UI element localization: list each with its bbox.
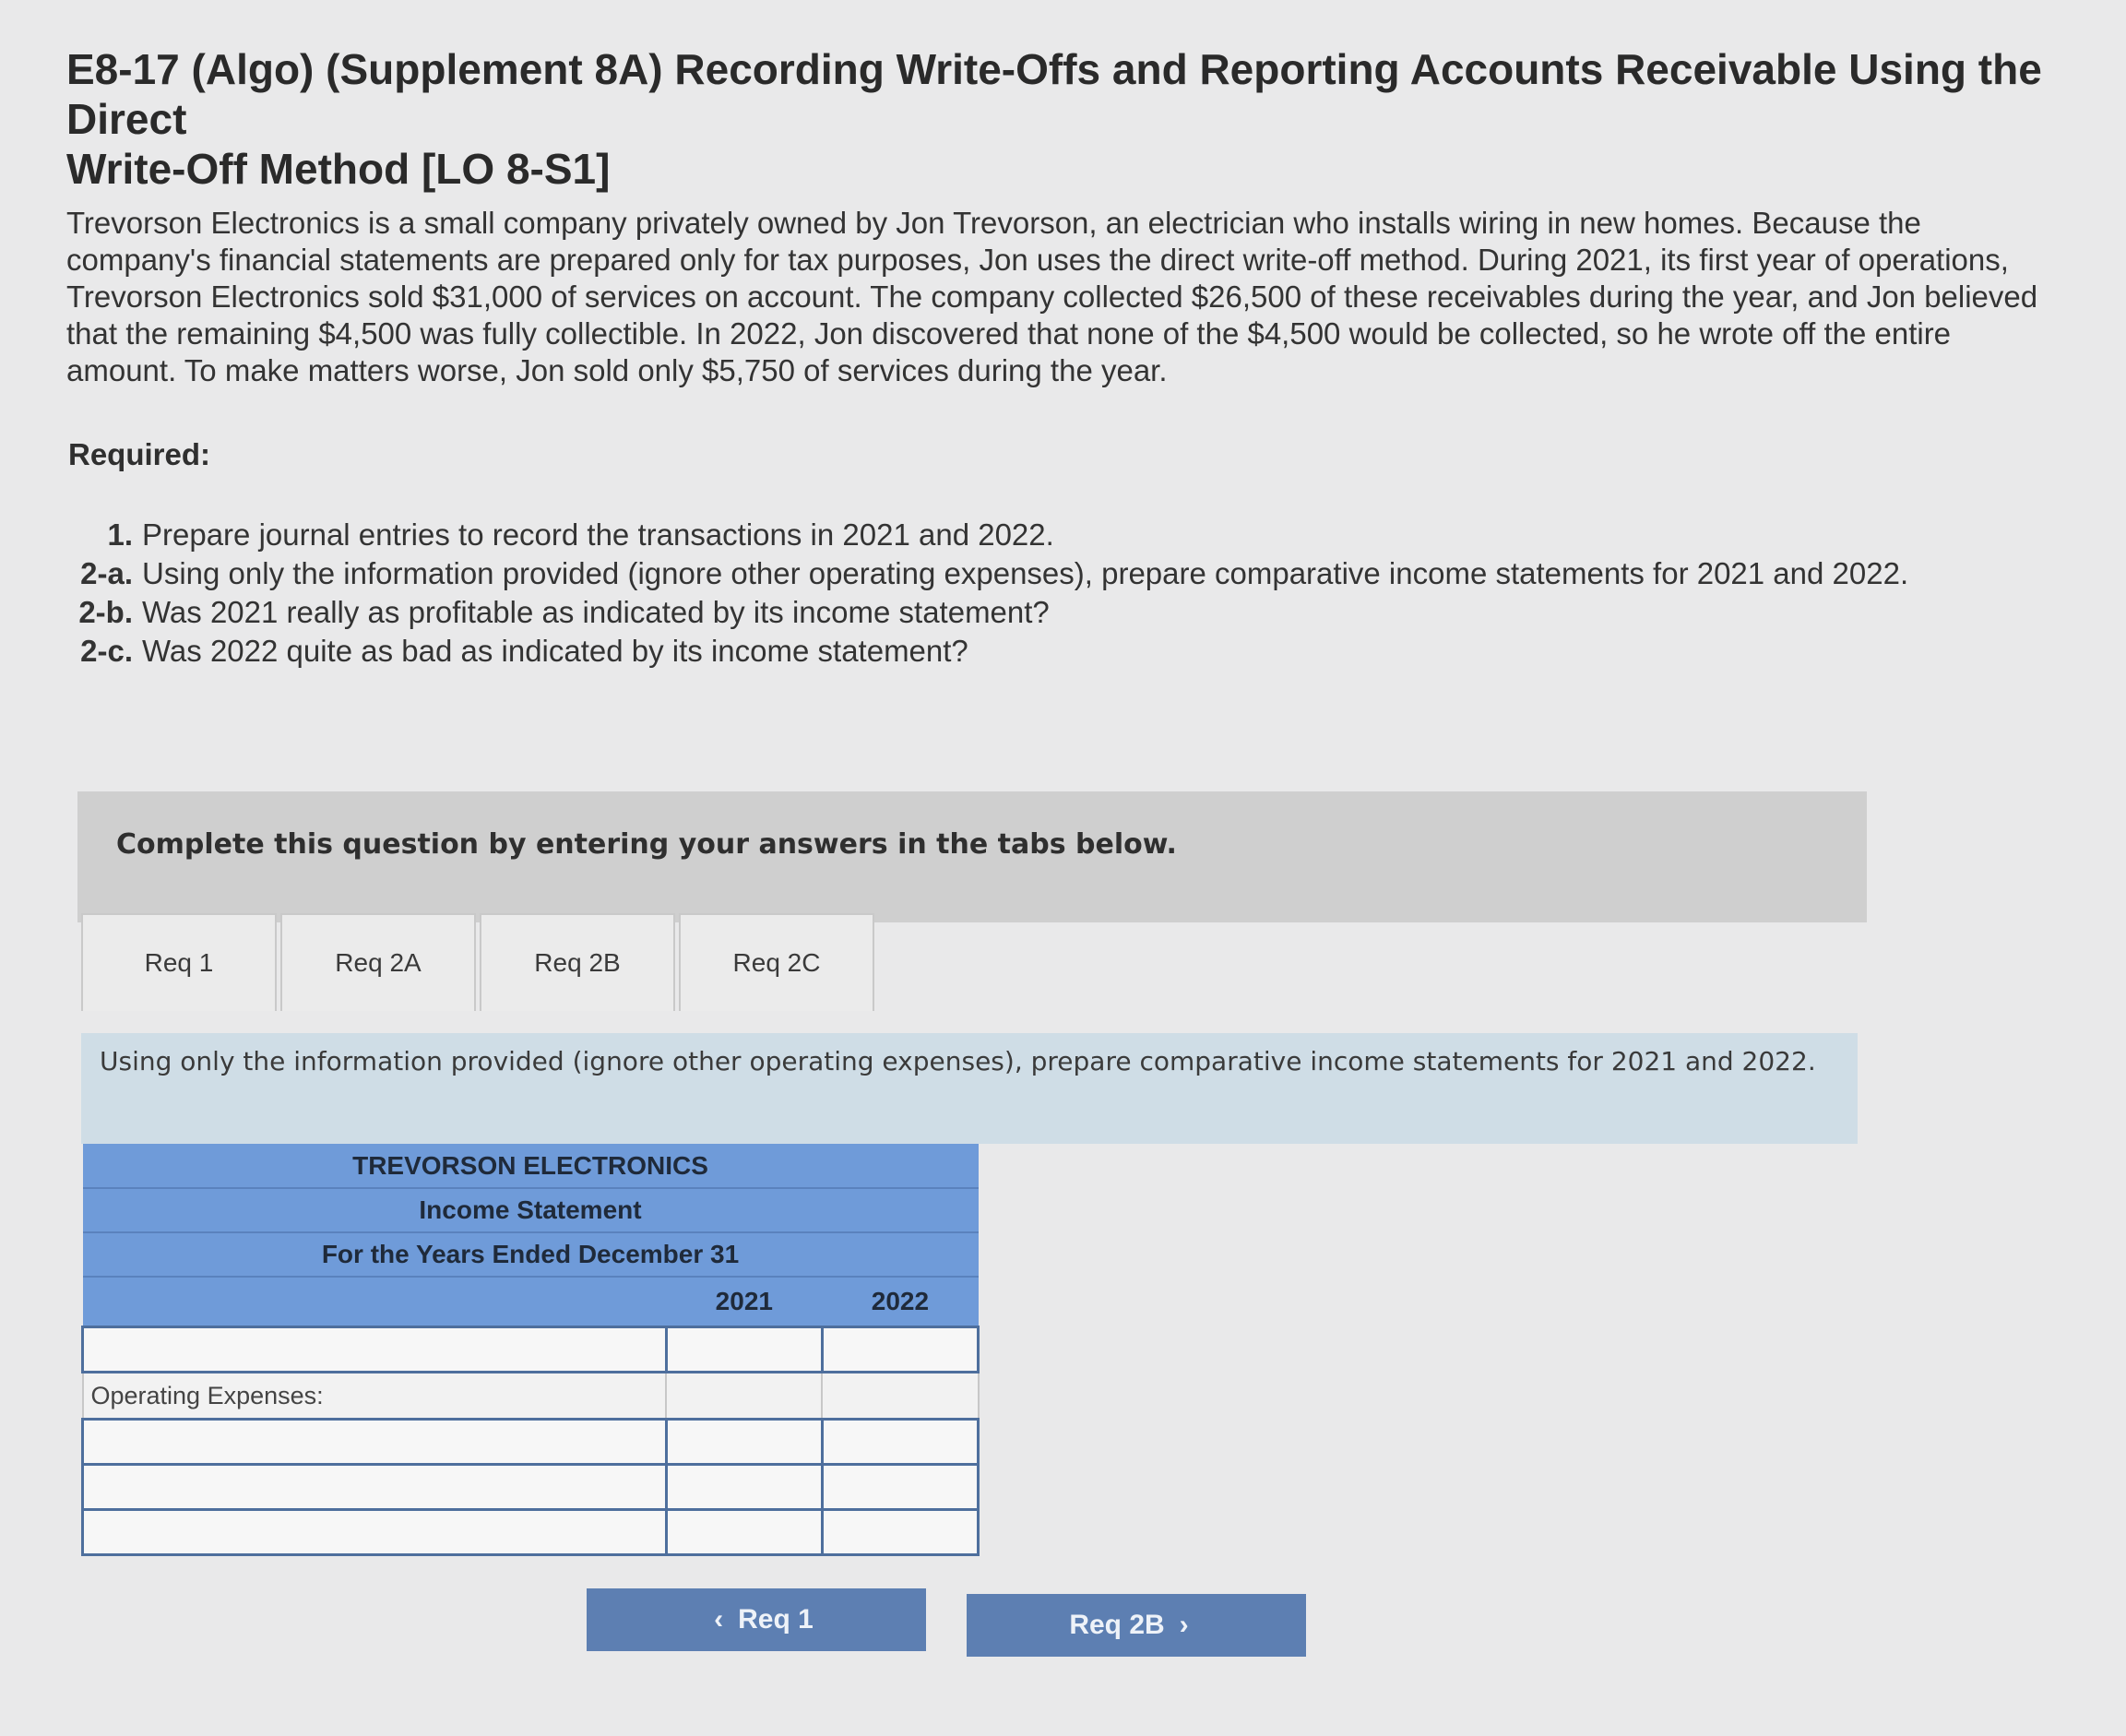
amount-2022-input[interactable]	[824, 1511, 977, 1553]
line-label-input[interactable]	[84, 1328, 665, 1371]
statement-company-row	[83, 1144, 979, 1188]
year-2022-header: 2022	[822, 1277, 978, 1327]
tab-bar	[81, 913, 878, 1018]
amount-2021-input[interactable]	[668, 1511, 821, 1553]
required-item-text: Was 2022 quite as bad as indicated by its income statement?	[142, 634, 968, 668]
table-row	[83, 1465, 979, 1510]
statement-name-row	[83, 1188, 979, 1232]
line-label-dropdown[interactable]	[83, 1420, 667, 1465]
amount-2022-input[interactable]	[824, 1466, 977, 1508]
prev-req-button[interactable]	[587, 1588, 926, 1651]
year-header-blank	[83, 1277, 667, 1327]
required-item-number: 2-b.	[78, 595, 133, 629]
statement-period: For the Years Ended December 31	[321, 1240, 740, 1268]
line-label-input[interactable]	[84, 1421, 665, 1463]
line-label-dropdown[interactable]	[83, 1465, 667, 1510]
required-item-number: 2-a.	[80, 556, 133, 590]
amount-2022-cell[interactable]	[822, 1327, 978, 1373]
table-row	[83, 1327, 979, 1373]
operating-expenses-row	[83, 1373, 979, 1420]
banner-text: Complete this question by entering your answers in the tabs below.	[116, 828, 1177, 861]
prev-req-label: Req 1	[738, 1604, 814, 1635]
amount-2021-input[interactable]	[668, 1421, 821, 1463]
required-item	[74, 594, 2011, 631]
amount-2021-cell[interactable]	[666, 1465, 822, 1510]
tab-req-2c[interactable]: Req 2C	[679, 913, 874, 1011]
amount-2021-input[interactable]	[668, 1328, 821, 1371]
title-line-1: E8-17 (Algo) (Supplement 8A) Recording Write-Offs and Reporting Accounts Receivable Using the Direct	[66, 45, 2042, 143]
required-item	[74, 517, 2011, 553]
amount-2021-cell[interactable]	[666, 1510, 822, 1555]
amount-2022-cell[interactable]	[822, 1510, 978, 1555]
next-req-button[interactable]	[967, 1594, 1306, 1657]
amount-2021-cell[interactable]	[666, 1327, 822, 1373]
tab-instruction: Using only the information provided (ignore other operating expenses), prepare comparative income statements for 2021 and 2022.	[81, 1033, 1858, 1144]
instructions-banner	[77, 791, 1867, 922]
amount-2022-cell[interactable]	[822, 1420, 978, 1465]
amount-2022-cell[interactable]	[822, 1465, 978, 1510]
operating-expenses-2021-blank	[666, 1373, 822, 1420]
line-label-dropdown[interactable]	[83, 1327, 667, 1373]
line-label-input[interactable]	[84, 1511, 665, 1553]
required-item	[74, 633, 2011, 670]
table-row	[83, 1420, 979, 1465]
statement-name: Income Statement	[419, 1195, 642, 1224]
year-header-row	[83, 1277, 979, 1327]
income-statement-table	[81, 1144, 980, 1556]
chevron-left-icon: ‹	[714, 1604, 724, 1635]
statement-company: TREVORSON ELECTRONICS	[352, 1150, 708, 1180]
line-label-input[interactable]	[84, 1466, 665, 1508]
amount-2021-cell[interactable]	[666, 1420, 822, 1465]
required-item	[74, 555, 2011, 592]
operating-expenses-label: Operating Expenses:	[83, 1373, 667, 1420]
problem-description: Trevorson Electronics is a small company privately owned by Jon Trevorson, an electrician who installs wiring in new homes. Because the company's financial statements are prepared only for tax purposes, Jon uses the direct write-off method. During 2021, its first year of operations, Trevorson Electronics sold $31,000 of services on account. The company collected $26,500 of these receivables during the year, and Jon believed that the remaining $4,500 was fully collectible. In 2022, Jon discovered that none of the $4,500 would be collected, so he wrote off the entire amount. To make matters worse, Jon sold only $5,750 of services during the year.	[66, 206, 2038, 387]
required-item-text: Using only the information provided (ignore other operating expenses), prepare comparative income statements for 2021 and 2022.	[142, 556, 1909, 590]
required-item-text: Prepare journal entries to record the transactions in 2021 and 2022.	[142, 517, 1054, 552]
required-item-number: 2-c.	[80, 634, 133, 668]
amount-2022-input[interactable]	[824, 1421, 977, 1463]
statement-period-row	[83, 1232, 979, 1277]
tab-req-2a[interactable]: Req 2A	[280, 913, 476, 1011]
amount-2022-input[interactable]	[824, 1328, 977, 1371]
line-label-dropdown[interactable]	[83, 1510, 667, 1555]
operating-expenses-2022-blank	[822, 1373, 978, 1420]
chevron-right-icon: ›	[1179, 1610, 1189, 1640]
required-heading: Required:	[68, 437, 211, 471]
year-2021-header: 2021	[666, 1277, 822, 1327]
next-req-label: Req 2B	[1069, 1610, 1165, 1640]
required-item-text: Was 2021 really as profitable as indicated by its income statement?	[142, 595, 1050, 629]
tab-req-2b[interactable]: Req 2B	[480, 913, 675, 1011]
page-title	[66, 44, 2096, 194]
title-line-2: Write-Off Method [LO 8-S1]	[66, 145, 611, 193]
required-list	[74, 517, 2011, 670]
amount-2021-input[interactable]	[668, 1466, 821, 1508]
tab-req-1[interactable]: Req 1	[81, 913, 277, 1011]
required-item-number: 1.	[107, 517, 133, 552]
table-row	[83, 1510, 979, 1555]
